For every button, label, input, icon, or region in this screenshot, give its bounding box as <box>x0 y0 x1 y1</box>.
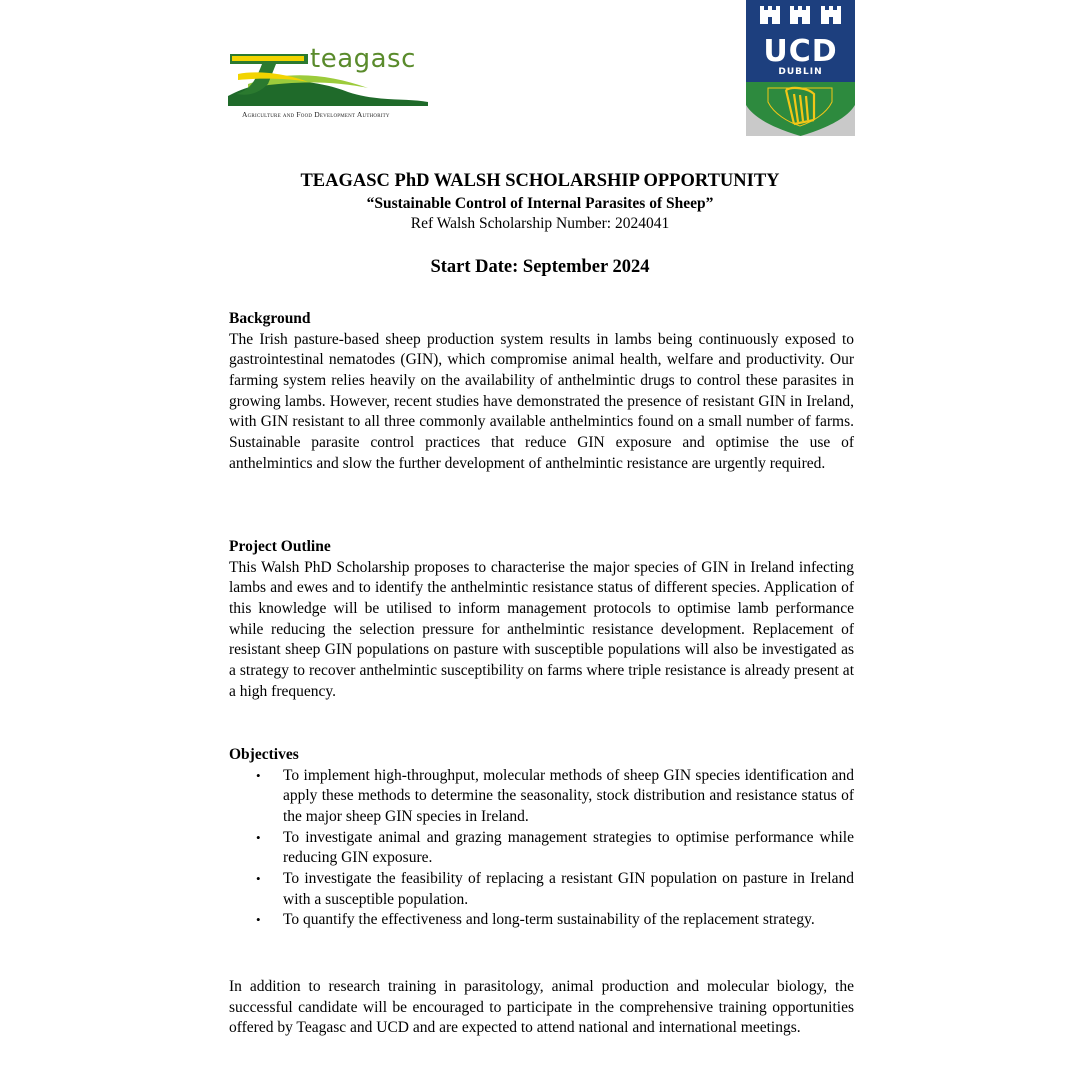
document-subtitle: “Sustainable Control of Internal Parasites of Sheep” <box>366 195 714 212</box>
project-outline-section <box>229 537 854 702</box>
ucd-crest-logo <box>746 0 855 136</box>
list-item <box>229 869 854 910</box>
closing-text: In addition to research training in parasitology, animal production and molecular biology, the successful candidate will be encouraged to participate in the comprehensive training opportunities offered by Teagasc and UCD and are expected to attend national and international meetings. <box>229 978 854 1037</box>
list-item <box>229 910 854 931</box>
objective-text: To quantify the effectiveness and long-term sustainability of the replacement strategy. <box>283 911 815 929</box>
objective-text: To investigate the feasibility of replacing a resistant GIN population on pasture in Ireland with a susceptible population. <box>283 870 854 908</box>
objective-text: To investigate animal and grazing management strategies to optimise performance while reducing GIN exposure. <box>283 828 854 867</box>
reference-number: Ref Walsh Scholarship Number: 2024041 <box>410 215 670 232</box>
background-text: The Irish pasture-based sheep production system results in lambs being continuously exposed to gastrointestinal nematodes (GIN), which compromise animal health, welfare and productivity. Our farming system relies heavily on the availability of anthelmintic drugs to control these parasites in growing lambs. However, recent studies have demonstrated the presence of resistant GIN in Ireland, with GIN resistant to all three commonly available anthelmintics found on a small number of farms. Sustainable parasite control practices that reduce GIN exposure and optimise the use of anthelmintics and slow the further development of anthelmintic resistance are urgently required. <box>229 330 854 472</box>
background-heading: Background <box>229 310 311 327</box>
bullet-icon: • <box>256 767 261 783</box>
bullet-icon: • <box>256 829 261 845</box>
ucd-city: DUBLIN <box>778 67 823 77</box>
closing-section <box>229 977 854 1039</box>
project-outline-text: This Walsh PhD Scholarship proposes to characterise the major species of GIN in Ireland infecting lambs and ewes and to identify the anthelmintic resistance status of different species. Application of this knowledge will be utilised to inform management protocols to optimise lamb performance while reducing the selection pressure for anthelmintic resistance development. Replacement of resistant sheep GIN populations on pasture with susceptible populations will also be investigated as a strategy to recover anthelmintic susceptibility on farms where triple resistance is already present at a high frequency. <box>229 558 854 700</box>
background-section <box>229 309 854 474</box>
objective-text: To implement high-throughput, molecular methods of sheep GIN species identification and apply these methods to determine the seasonality, stock distribution and resistance status of the major sheep GIN species in Ireland. <box>283 766 854 825</box>
teagasc-wordmark: teagasc <box>310 44 416 74</box>
list-item <box>229 766 854 828</box>
project-outline-heading: Project Outline <box>229 538 331 555</box>
document-title: TEAGASC PhD WALSH SCHOLARSHIP OPPORTUNITY <box>300 171 780 191</box>
teagasc-tagline: Agriculture and Food Development Authority <box>242 110 390 119</box>
objectives-list <box>229 766 854 932</box>
bullet-icon: • <box>256 912 261 928</box>
objectives-heading: Objectives <box>229 746 299 763</box>
list-item <box>229 828 854 869</box>
ucd-name: UCD <box>763 34 838 69</box>
teagasc-logo <box>228 44 438 124</box>
bullet-icon: • <box>256 871 261 887</box>
objectives-section <box>229 745 854 931</box>
start-date: Start Date: September 2024 <box>430 257 650 277</box>
